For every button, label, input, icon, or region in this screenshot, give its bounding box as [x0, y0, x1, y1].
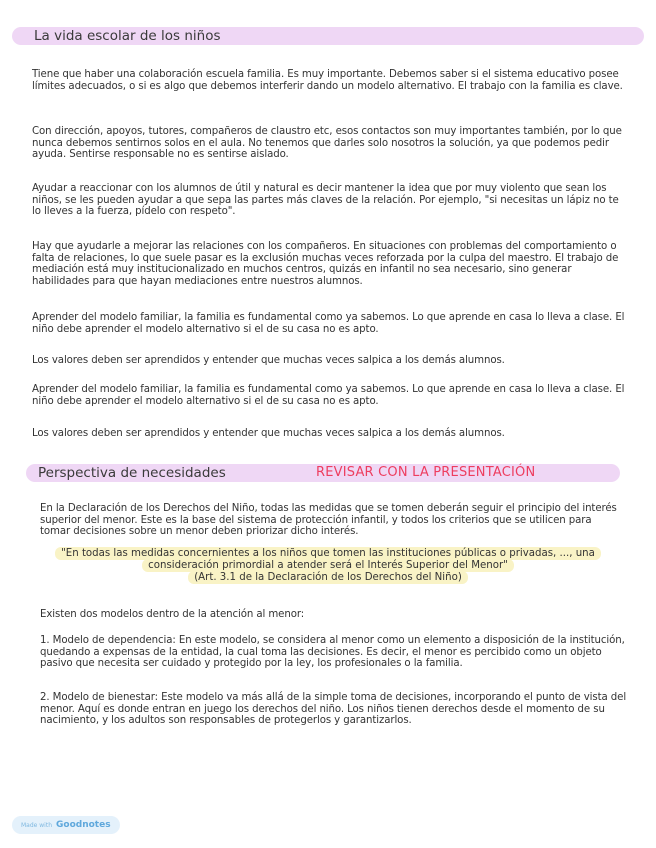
section1-paragraph-7: Aprender del modelo familiar, la familia es fundamental como ya sabemos. Lo que aprende en casa lo lleva a clase. El niño debe aprender el modelo alternativo si el de su casa no es apto. [32, 384, 625, 407]
model-wellbeing: 2. Modelo de bienestar: Este modelo va más allá de la simple toma de decisiones, incorporando el punto de vista del menor. Aquí es donde entran en juego los derechos del niño. Los niños tienen derechos desde el momento de su nacimiento, y los adultos son responsables de protegerlos y garantizarlos. [40, 692, 627, 727]
section1-paragraph-1: Tiene que haber una colaboración escuela familia. Es muy importante. Debemos saber si el sistema educativo posee límites adecuados, o si es algo que debemos interferir dando un modelo alternativo. El trabajo con la familia es clave. [32, 69, 623, 92]
section1-paragraph-4: Hay que ayudarle a mejorar las relaciones con los compañeros. En situaciones con problemas del comportamiento o falta de relaciones, lo que suele pasar es la exclusión muchas veces reforzada por la culpa del maestro. El trabajo de mediación está muy institucionalizado en muchos centros, quizás en infantil no sea necesario, sino generar habilidades para que hayan mediaciones entre nuestros alumnos. [32, 241, 619, 287]
section2-intro: En la Declaración de los Derechos del Niño, todas las medidas que se tomen deberán seguir el principio del interés superior del menor. Este es la base del sistema de protección infantil, y todos los criterios que se utilicen para tomar decisiones sobre un menor deben priorizar dicho interés. [40, 503, 617, 538]
models-intro: Existen dos modelos dentro de la atención al menor: [40, 609, 305, 620]
section1-paragraph-3: Ayudar a reaccionar con los alumnos de útil y natural es decir mantener la idea que por muy violento que sean los niños, se les pueden ayudar a que sepa las partes más claves de la relación. Por ejemplo, "si necesitas un lápiz no te lo lleves a la fuerza, pídelo con respeto". [32, 183, 619, 218]
quote-block [40, 548, 616, 584]
section1-title: La vida escolar de los niños [34, 28, 221, 44]
section1-paragraph-5: Aprender del modelo familiar, la familia es fundamental como ya sabemos. Lo que aprende en casa lo lleva a clase. El niño debe aprender el modelo alternativo si el de su casa no es apto. [32, 312, 625, 335]
model-dependency: 1. Modelo de dependencia: En este modelo, se considera al menor como un elemento a disposición de la institución, quedando a expensas de la entidad, la cual toma las decisiones. Es decir, el menor es percibido como un objeto pasivo que necesita ser cuidado y protegido por la ley, los profesionales o la familia. [40, 635, 625, 670]
section2-title: Perspectiva de necesidades [38, 465, 226, 481]
section1-paragraph-8: Los valores deben ser aprendidos y entender que muchas veces salpica a los demás alumnos. [32, 428, 505, 439]
quote-line-2: consideración primordial a atender será el Interés Superior del Menor" [142, 559, 514, 572]
section1-paragraph-2: Con dirección, apoyos, tutores, compañeros de claustro etc, esos contactos son muy importantes también, por lo que nunca debemos sentirnos solos en el aula. No tenemos que darles solo nosotros la solución, ya que podemos pedir ayuda. Sentirse responsable no es sentirse aislado. [32, 126, 622, 161]
goodnotes-badge [12, 816, 120, 834]
quote-citation: (Art. 3.1 de la Declaración de los Derechos del Niño) [188, 571, 468, 584]
quote-line-1: "En todas las medidas concernientes a los niños que tomen las instituciones públicas o privadas, ..., una [55, 547, 601, 560]
review-annotation: REVISAR CON LA PRESENTACIÓN [316, 465, 536, 480]
section1-paragraph-6: Los valores deben ser aprendidos y entender que muchas veces salpica a los demás alumnos. [32, 355, 505, 366]
goodnotes-logo-text: Goodnotes [56, 820, 111, 830]
made-with-label: Made with [21, 821, 52, 829]
